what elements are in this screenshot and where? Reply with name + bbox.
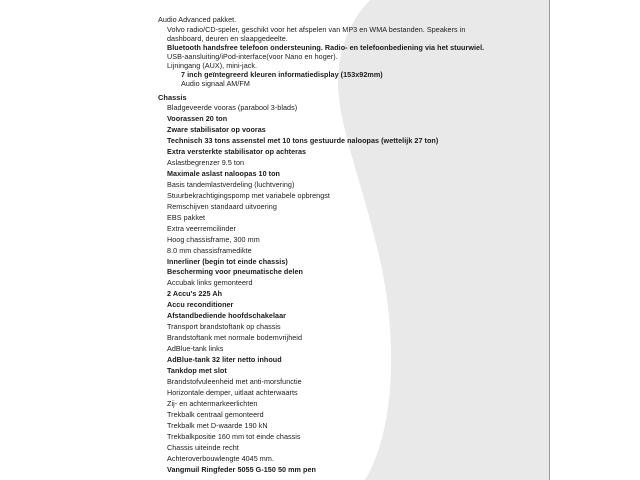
chassis-item: Afstandbediende hoofdschakelaar [167,311,286,320]
chassis-item: Maximale aslast naloopas 10 ton [167,169,280,178]
audio-line: Lijningang (AUX), mini-jack. [167,61,258,70]
chassis-item: Extra veerremcilinder [167,224,236,233]
chassis-item: Innerliner (begin tot einde chassis) [167,257,288,266]
chassis-item: 8.0 mm chassisframedikte [167,246,252,255]
chassis-item: Accubak links gemonteerd [167,278,253,287]
audio-line: 7 inch geïntegreerd kleuren informatiedisplay (153x92mm) [181,70,383,79]
audio-line: Audio signaal AM/FM [181,79,250,88]
audio-line: USB-aansluiting/iPod-interface(voor Nano en hoger). [167,52,338,61]
chassis-item: Bladgeveerde vooras (parabool 3-blads) [167,103,298,112]
chassis-item: AdBlue-tank links [167,344,224,353]
chassis-item: Chassis uiteinde recht [167,443,239,452]
chassis-item: Vangmuil Ringfeder 5055 G-150 50 mm pen [167,465,316,474]
chassis-item: Achteroverbouwlengte 4045 mm. [167,454,274,463]
chassis-item: Basis tandemlastverdeling (luchtvering) [167,180,295,189]
chassis-heading: Chassis [158,93,187,102]
chassis-item: Stuurbekrachtigingspomp met variabele opbrengst [167,191,330,200]
audio-line: Volvo radio/CD-speler, geschikt voor het afspelen van MP3 en WMA bestanden. Speakers in [167,25,466,34]
chassis-item: Horizontale demper, uitlaat achterwaarts [167,388,298,397]
chassis-item: Technisch 33 tons assenstel met 10 tons gestuurde naloopas (wettelijk 27 ton) [167,136,439,145]
chassis-item: AdBlue-tank 32 liter netto inhoud [167,355,282,364]
chassis-item: Trekbalk centraal gemonteerd [167,410,264,419]
chassis-item: 2 Accu's 225 Ah [167,289,223,298]
audio-line: dashboard, deuren en slaapgedeelte. [167,34,288,43]
audio-heading: Audio Advanced pakket. [158,15,237,24]
chassis-item: Aslastbegrenzer 9.5 ton [167,158,245,167]
chassis-item: Trekbalk met D-waarde 190 kN [167,421,268,430]
chassis-item: Bescherming voor pneumatische delen [167,267,303,276]
chassis-item: Hoog chassisframe, 300 mm [167,235,260,244]
chassis-item: EBS pakket [167,213,206,222]
chassis-item: Extra versterkte stabilisator op achteras [167,147,307,156]
chassis-item: Zware stabilisator op vooras [167,125,266,134]
chassis-item: Accu reconditioner [167,300,234,309]
chassis-item: Remschijven standaard uitvoering [167,202,277,211]
audio-line: Bluetooth handsfree telefoon ondersteuning. Radio- en telefoonbediening via het stuurwiel. [167,43,485,52]
chassis-item: Transport brandstoftank op chassis [167,322,281,331]
chassis-item: Tankdop met slot [167,366,227,375]
chassis-item: Brandstofvuleenheid met anti-morsfunctie [167,377,302,386]
chassis-item: Trekbalkpositie 160 mm tot einde chassis [167,432,301,441]
chassis-item: Voorassen 20 ton [167,114,228,123]
chassis-item: Zij- en achtermarkeerlichten [167,399,258,408]
chassis-item: Brandstoftank met normale bodemvrijheid [167,333,302,342]
